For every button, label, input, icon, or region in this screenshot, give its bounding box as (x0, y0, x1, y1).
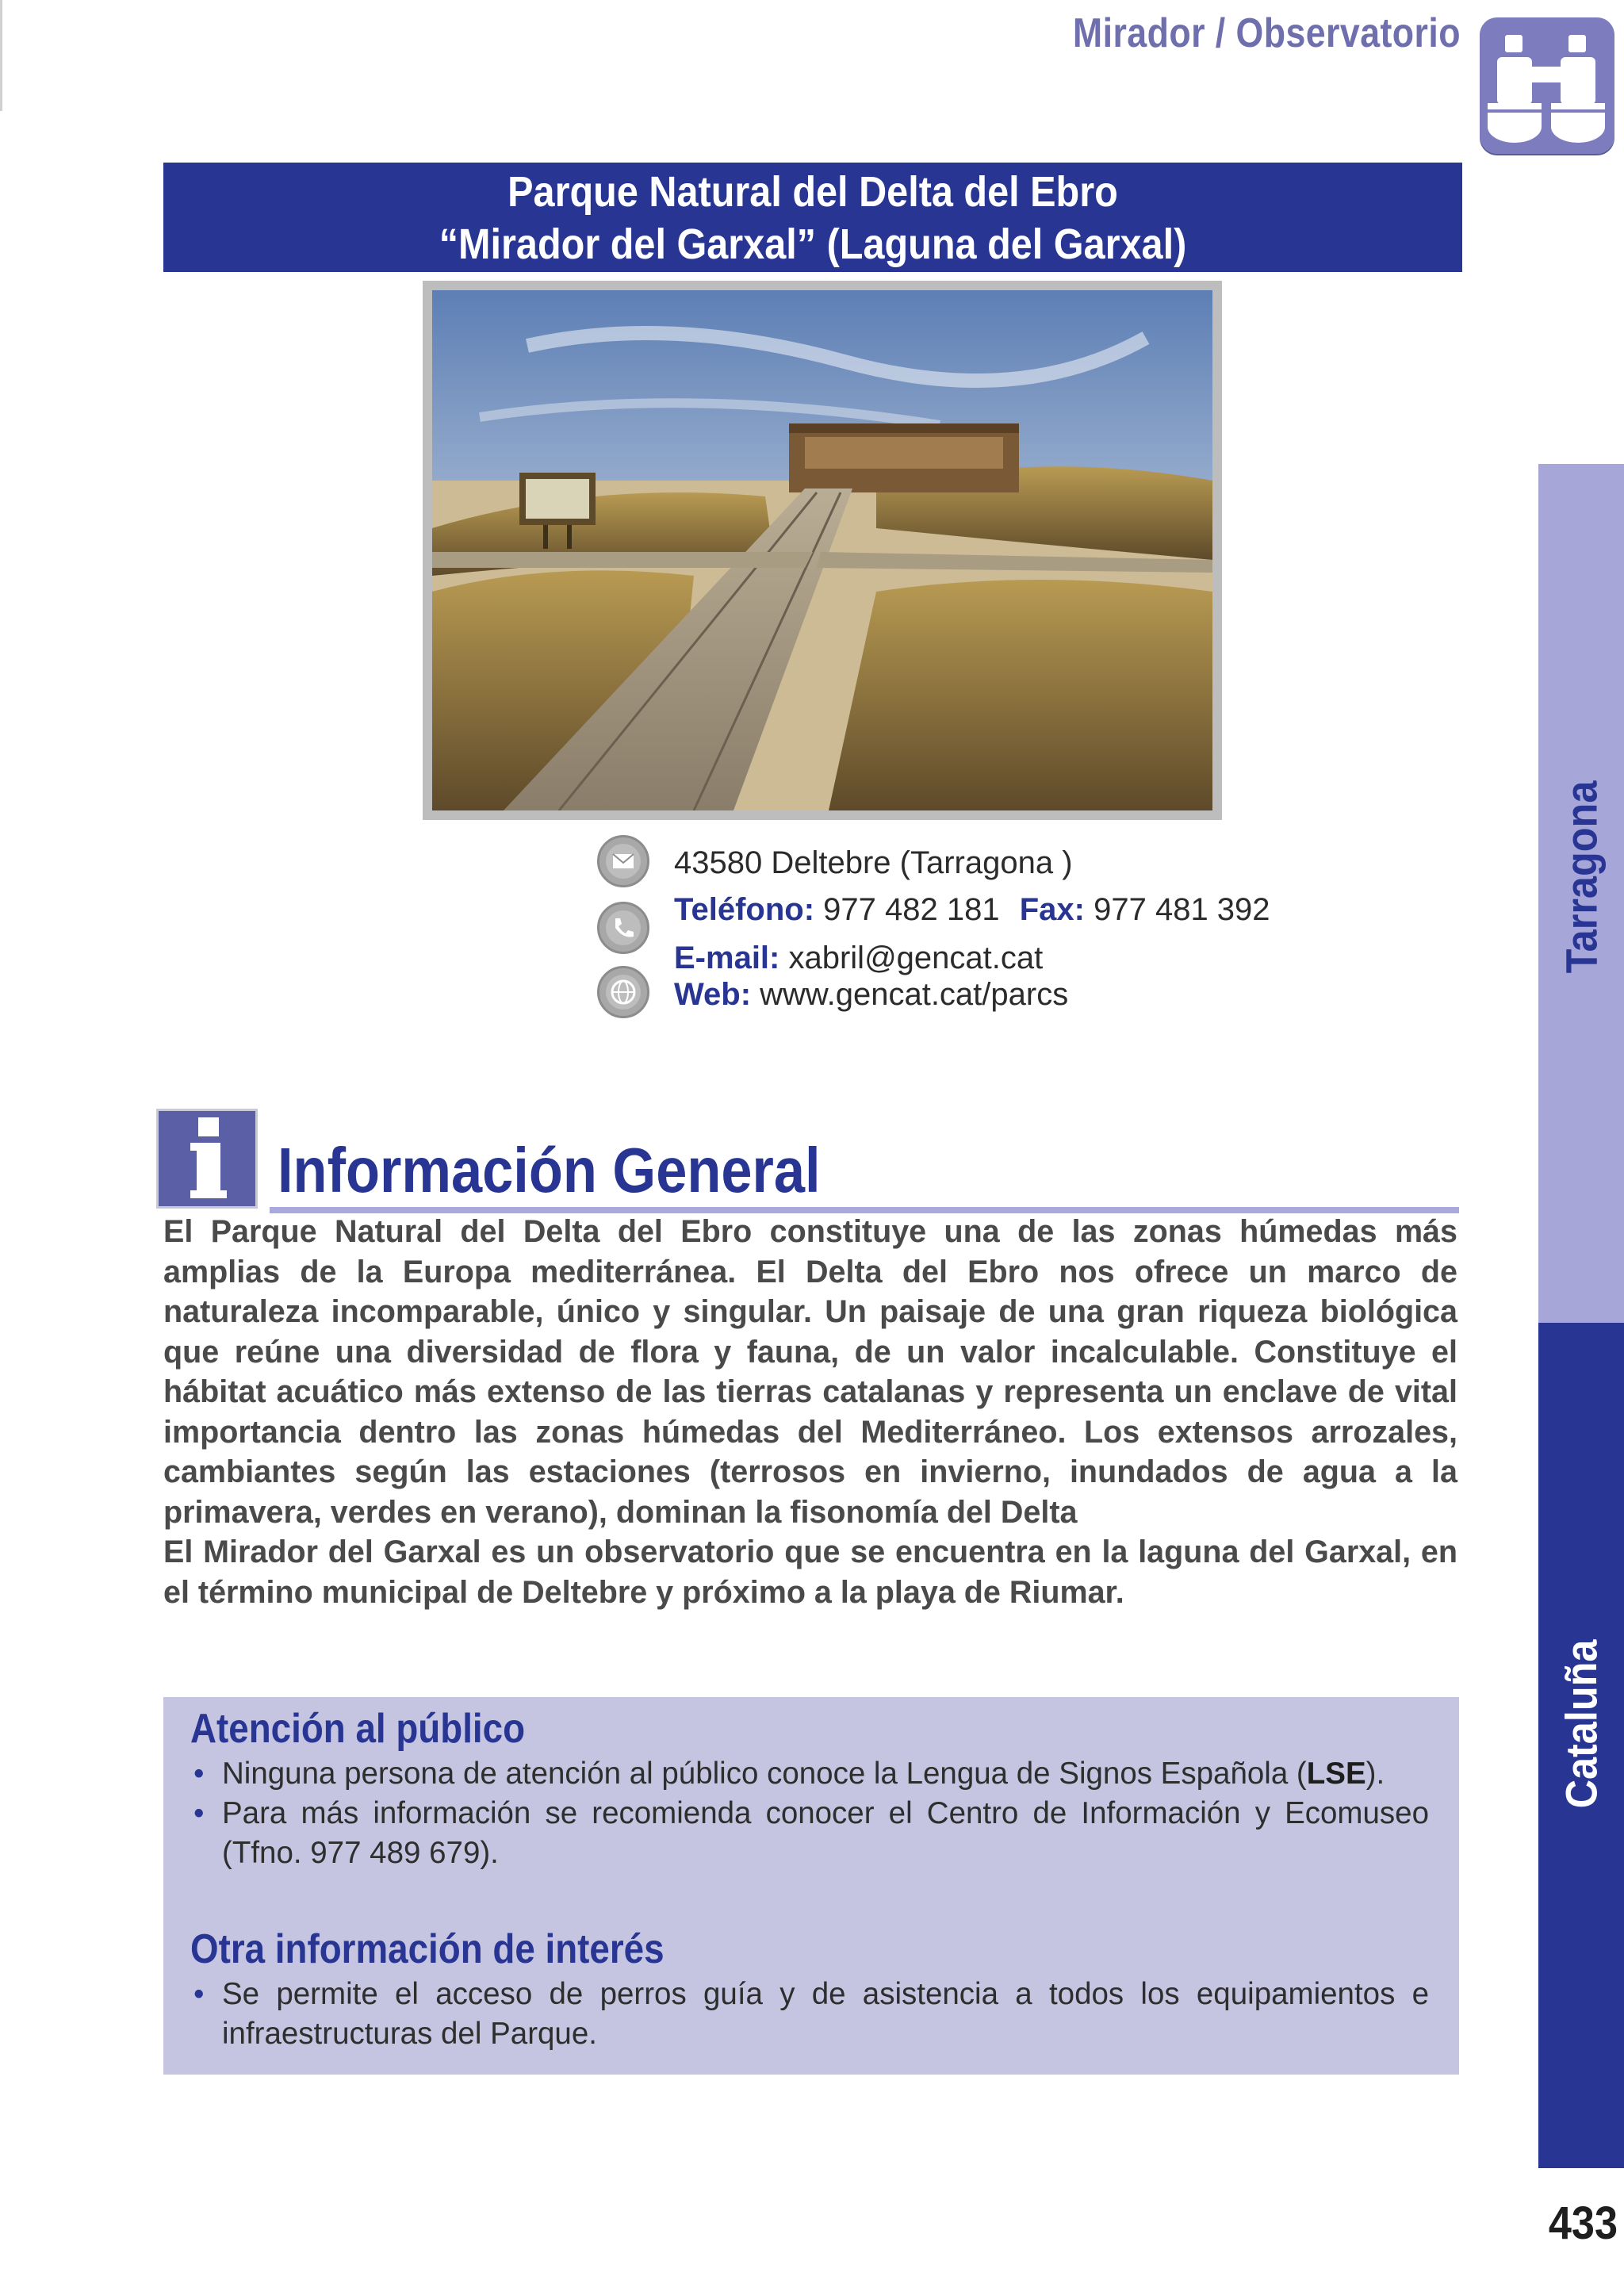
title-line-1: Parque Natural del Delta del Ebro (508, 168, 1118, 216)
binoculars-icon (1480, 17, 1614, 154)
info-icon (156, 1109, 258, 1209)
attention-item-1-text: Ninguna persona de atención al público conoce la Lengua de Signos Española ( (222, 1757, 1307, 1791)
side-label-province: Tarragona (1556, 780, 1607, 974)
park-photo (423, 281, 1222, 820)
phone-icon (597, 902, 649, 954)
bullet: • (193, 1757, 205, 1791)
info-paragraph-2: El Mirador del Garxal es un observatorio que se encuentra en la laguna del Garxal, en el término municipal de Deltebre y próximo a la playa de Riumar. (163, 1535, 1457, 1610)
globe-icon (597, 966, 649, 1018)
info-paragraph-1: El Parque Natural del Delta del Ebro constituye una de las zonas húmedas más amplias de la Europa mediterránea. El Delta del Ebro nos ofrece un marco de naturaleza incomparable, único y singular. Un paisaje de una gran riqueza biológica que reúne una diversidad de flora y fauna, de un valor incalculable. Constituye el hábitat acuático más extenso de las tierras catalanas y representa un enclave de vital importancia dentro las zonas húmedas del Mediterráneo. Los extensos arrozales, cambiantes según las estaciones (terrosos en invierno, inundados de agua a la primavera, verdes en verano), dominan la fisonomía del Delta (163, 1214, 1457, 1530)
fax-number: 977 481 392 (1094, 892, 1270, 927)
attention-list (187, 1754, 1429, 1873)
phone-label: Teléfono: (674, 892, 815, 927)
category-title: Mirador / Observatorio (1072, 10, 1461, 56)
list-item (187, 1754, 1429, 1794)
page-title (163, 163, 1462, 272)
fax-label: Fax: (1019, 892, 1085, 927)
email-label: E-mail: (674, 941, 780, 975)
envelope-icon (597, 835, 649, 887)
web-line (674, 977, 1068, 1013)
title-line-2: “Mirador del Garxal” (Laguna del Garxal) (439, 220, 1187, 268)
attention-item-1-bold: LSE (1306, 1757, 1366, 1791)
attention-heading: Atención al público (190, 1706, 526, 1752)
address: 43580 Deltebre (Tarragona ) (674, 845, 1073, 880)
attention-item-1-end: ). (1365, 1757, 1385, 1791)
bullet: • (193, 1796, 205, 1830)
bullet: • (193, 1977, 205, 2011)
web-address: www.gencat.cat/parcs (760, 977, 1069, 1012)
email-address: xabril@gencat.cat (788, 941, 1044, 975)
email-line (674, 941, 1043, 976)
list-item (187, 1794, 1429, 1873)
service-box (163, 1697, 1459, 2075)
info-heading: Información General (278, 1135, 821, 1205)
phone-fax-line (674, 892, 1270, 928)
other-item-1: Se permite el acceso de perros guía y de asistencia a todos los equipamientos e infraestructuras del Parque. (222, 1977, 1429, 2051)
phone-number: 977 482 181 (823, 892, 1000, 927)
other-info-heading: Otra información de interés (190, 1926, 665, 1972)
info-body (163, 1212, 1457, 1612)
attention-item-2: Para más información se recomienda conocer el Centro de Información y Ecomuseo (Tfno. 977 489 679). (222, 1796, 1429, 1870)
web-label: Web: (674, 977, 752, 1012)
page-number: 433 (1548, 2197, 1618, 2249)
list-item (187, 1975, 1429, 2054)
side-label-region: Cataluña (1556, 1639, 1607, 1809)
margin-line (0, 0, 2, 111)
other-info-list (187, 1975, 1429, 2054)
